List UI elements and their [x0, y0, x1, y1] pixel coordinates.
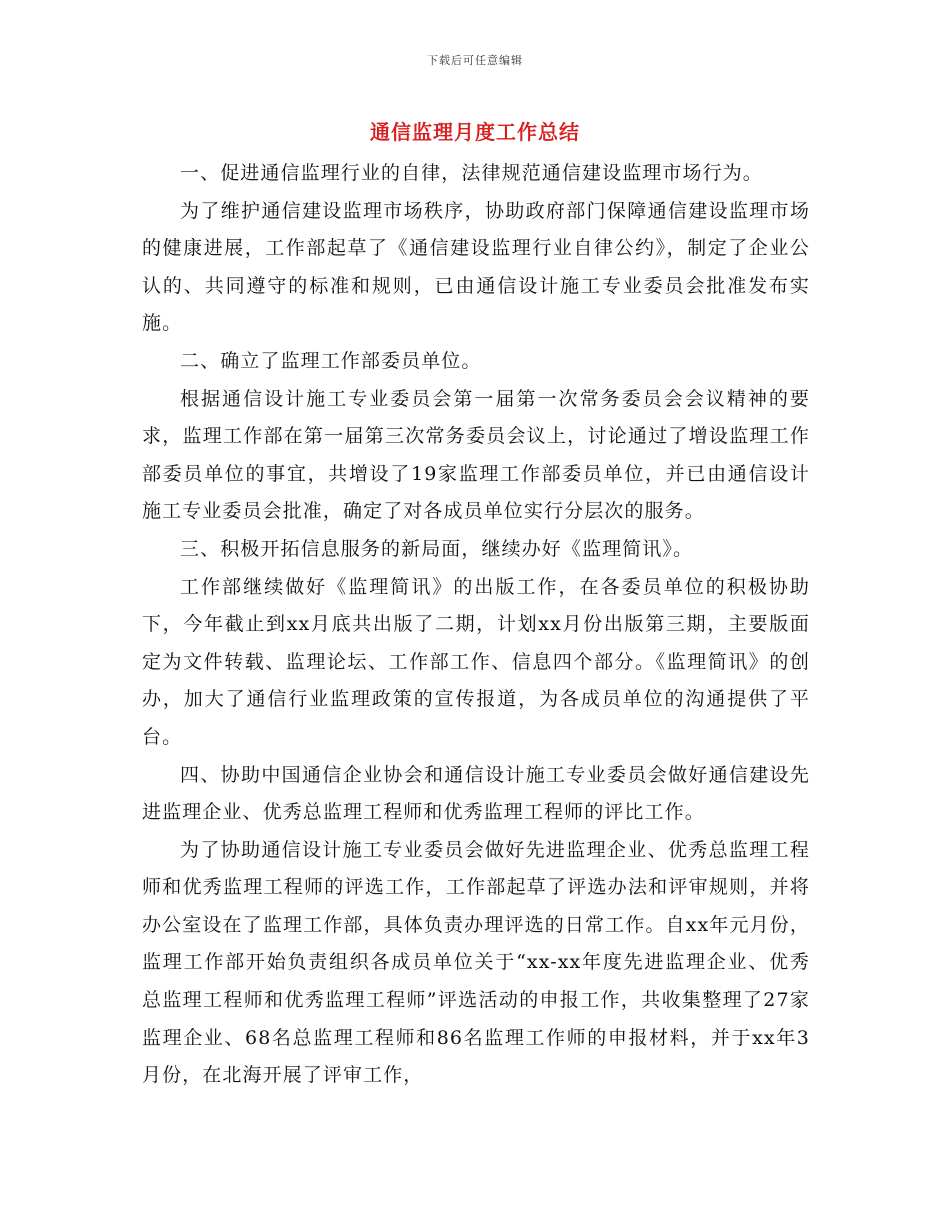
section-heading-4: 四、协助中国通信企业协会和通信设计施工专业委员会做好通信建设先进监理企业、优秀总监理工程师和优秀监理工程师的评比工作。	[142, 763, 810, 824]
paragraph: 工作部继续做好《监理简讯》的出版工作，在各委员单位的积极协助下，今年截止到xx月底共出版了二期，计划xx月份出版第三期，主要版面定为文件转载、监理论坛、工作部工作、信息四个部分。《监理简讯》的创办，加大了通信行业监理政策的宣传报道，为各成员单位的沟通提供了平台。	[142, 575, 810, 748]
paragraph: 为了维护通信建设监理市场秩序，协助政府部门保障通信建设监理市场的健康进展，工作部起草了《通信建设监理行业自律公约》，制定了企业公认的、共同遵守的标准和规则，已由通信设计施工专业委员会批准发布实施。	[142, 199, 810, 335]
paragraph: 根据通信设计施工专业委员会第一届第一次常务委员会会议精神的要求，监理工作部在第一届第三次常务委员会议上，讨论通过了增设监理工作部委员单位的事宜，共增设了19家监理工作部委员单位，并已由通信设计施工专业委员会批准，确定了对各成员单位实行分层次的服务。	[142, 387, 810, 523]
section-heading-1: 一、促进通信监理行业的自律，法律规范通信建设监理市场行为。	[180, 162, 763, 184]
document-title: 通信监理月度工作总结	[370, 120, 580, 144]
section-heading-2: 二、确立了监理工作部委员单位。	[180, 349, 482, 372]
header-note: 下载后可任意编辑	[427, 54, 523, 67]
paragraph: 为了协助通信设计施工专业委员会做好先进监理企业、优秀总监理工程师和优秀监理工程师的评选工作，工作部起草了评选办法和评审规则，并将办公室设在了监理工作部，具体负责办理评选的日常工作。自xx年元月份，监理工作部开始负责组织各成员单位关于“xx-xx年度先进监理企业、优秀总监理工程师和优秀监理工程师”评选活动的申报工作，共收集整理了27家监理企业、68名总监理工程师和86名监理工作师的申报材料，并于xx年3月份，在北海开展了评审工作，	[142, 838, 810, 1087]
section-heading-3: 三、积极开拓信息服务的新局面，继续办好《监理简讯》。	[180, 537, 694, 560]
document-body	[142, 155, 810, 1095]
